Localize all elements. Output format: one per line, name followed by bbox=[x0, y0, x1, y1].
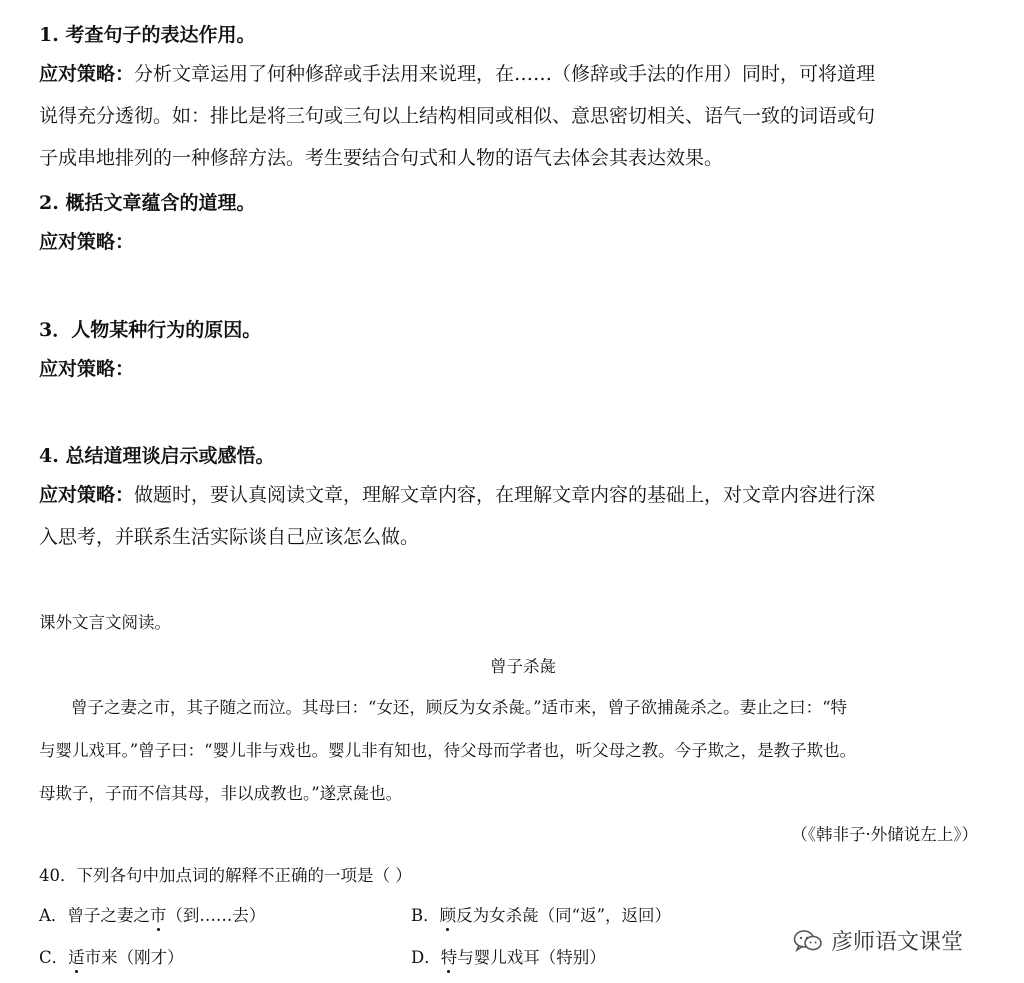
section-1-title: 1. 考查句子的表达作用。 bbox=[39, 24, 256, 46]
strategy-text: 做题时，要认真阅读文章，理解文章内容，在理解文章内容的基础上，对文章内容进行深 bbox=[134, 484, 876, 506]
wechat-icon bbox=[793, 929, 823, 953]
reading-title: 曾子杀彘 bbox=[490, 657, 556, 676]
reading-text-line-3: 母欺子，子而不信其母，非以成教也。”遂烹彘也。 bbox=[39, 784, 403, 803]
section-1-strategy-line-1 bbox=[39, 53, 875, 95]
option-text: 反为女杀彘（同“返”，返回） bbox=[456, 906, 672, 925]
reading-source: （《韩非子·外储说左上》） bbox=[791, 825, 978, 844]
question-stem: 40．下列各句中加点词的解释不正确的一项是（ ） bbox=[39, 866, 412, 885]
section-3-strategy-label bbox=[39, 348, 134, 390]
section-1-strategy-line-2: 说得充分透彻。如：排比是将三句或三句以上结构相同或相似、意思密切相关、语气一致的词语或句 bbox=[39, 105, 876, 127]
option-a bbox=[39, 902, 265, 926]
reading-text-line-1: 曾子之妻之市，其子随之而泣。其母曰：“女还，顾反为女杀彘。”适市来，曾子欲捕彘杀之。妻止之曰：“特 bbox=[71, 698, 848, 717]
strategy-label: 应对策略： bbox=[39, 63, 135, 85]
strategy-label: 应对策略： bbox=[39, 484, 135, 506]
option-letter: B． bbox=[411, 906, 440, 925]
reading-text-line-2: 与婴儿戏耳。”曾子曰：“婴儿非与戏也。婴儿非有知也，待父母而学者也，听父母之教。今子欺之，是教子欺也。 bbox=[39, 741, 857, 760]
strategy-label: 应对策略： bbox=[39, 231, 135, 253]
option-b bbox=[411, 902, 671, 926]
dotted-word: 顾 bbox=[439, 906, 457, 925]
section-2-title: 2. 概括文章蕴含的道理。 bbox=[39, 192, 256, 214]
option-letter: D． bbox=[411, 948, 441, 967]
option-c bbox=[39, 944, 184, 968]
dotted-word: 适 bbox=[68, 948, 85, 967]
section-4-strategy-line-2: 入思考，并联系生活实际谈自己应该怎么做。 bbox=[39, 526, 420, 548]
watermark-text: 彦师语文课堂 bbox=[831, 930, 964, 955]
option-text: 市来（刚才） bbox=[84, 948, 184, 967]
option-text: （到……去） bbox=[166, 906, 266, 925]
reading-intro: 课外文言文阅读。 bbox=[39, 613, 171, 632]
option-text: 与婴儿戏耳（特别） bbox=[457, 948, 606, 967]
section-1-strategy-line-3: 子成串地排列的一种修辞方法。考生要结合句式和人物的语气去体会其表达效果。 bbox=[39, 147, 724, 169]
strategy-text: 分析文章运用了何种修辞或手法用来说理，在……（修辞或手法的作用）同时，可将道理 bbox=[134, 63, 876, 85]
section-4-title: 4. 总结道理谈启示或感悟。 bbox=[39, 445, 275, 467]
watermark bbox=[793, 925, 963, 956]
section-3-title: 3．人物某种行为的原因。 bbox=[39, 319, 262, 341]
section-2-strategy-label bbox=[39, 221, 134, 263]
option-letter: A． bbox=[39, 906, 68, 925]
section-4-strategy-line-1 bbox=[39, 474, 875, 516]
option-d bbox=[411, 944, 606, 968]
option-letter: C． bbox=[39, 948, 69, 967]
option-text: 曾子之妻之 bbox=[67, 906, 150, 925]
dotted-word: 市 bbox=[149, 906, 167, 925]
dotted-word: 特 bbox=[440, 948, 458, 967]
strategy-label: 应对策略： bbox=[39, 358, 135, 380]
